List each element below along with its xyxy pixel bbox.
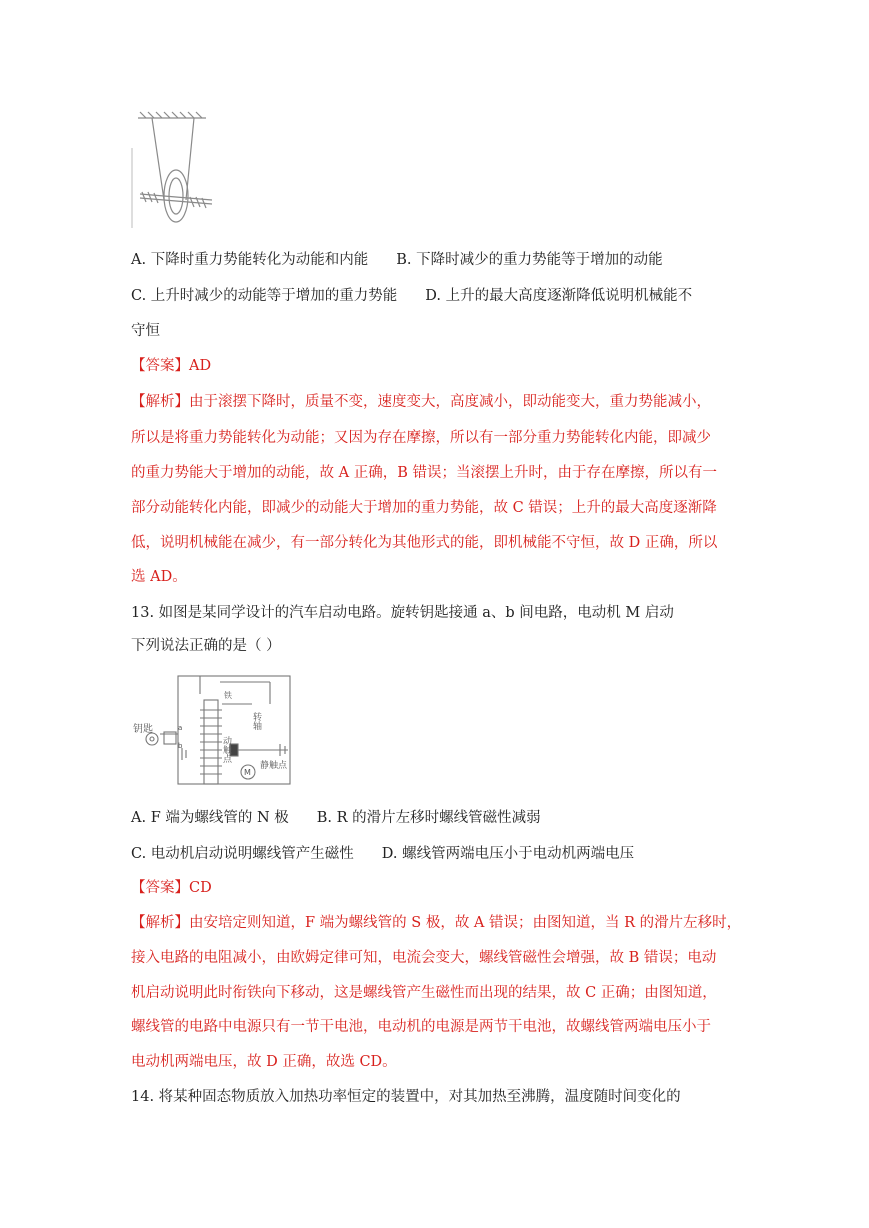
analysis-tag: 【解析】 xyxy=(131,915,189,931)
q12-option-c: C. 上升时减少的动能等于增加的重力势能 xyxy=(131,288,398,304)
q13-analysis-line-2: 接入电路的电阻减小，由欧姆定律可知，电流会变大，螺线管磁性会增强，故 B 错误；电动 xyxy=(131,950,717,966)
q12-analysis-line-4: 部分动能转化内能，即减少的动能大于增加的重力势能，故 C 错误；上升的最大高度逐渐降 xyxy=(131,500,717,516)
pendulum-figure xyxy=(128,108,218,234)
circuit-figure xyxy=(130,664,310,794)
static-contact-label: 静触点 xyxy=(260,761,288,771)
q13-stem-line1: 13. 如图是某同学设计的汽车启动电路。旋转钥匙接通 a、b 间电路，电动机 M 启动 xyxy=(131,605,674,621)
q12-analysis-line-3: 的重力势能大于增加的动能，故 A 正确，B 错误；当滚摆上升时，由于存在摩擦，所以有一 xyxy=(131,465,717,481)
analysis-tag: 【解析】 xyxy=(131,394,189,410)
q12-options-row2 xyxy=(131,286,692,306)
q13-option-c: C. 电动机启动说明螺线管产生磁性 xyxy=(131,846,354,862)
q13-option-d: D. 螺线管两端电压小于电动机两端电压 xyxy=(381,846,635,862)
iron-label: 铁 xyxy=(224,691,232,700)
q13-analysis-line-3: 机启动说明此时衔铁向下移动，这是螺线管产生磁性而出现的结果，故 C 正确；由图知道， xyxy=(131,985,717,1001)
q12-analysis-line-5: 低，说明机械能在减少，有一部分转化为其他形式的能，即机械能不守恒，故 D 正确，所以 xyxy=(131,535,718,551)
q12-option-b: B. 下降时减少的重力势能等于增加的动能 xyxy=(396,252,663,268)
q12-option-a: A. 下降时重力势能转化为动能和内能 xyxy=(131,252,369,268)
q13-answer xyxy=(131,878,212,898)
b-label: b xyxy=(178,742,183,750)
key-label: 钥匙 xyxy=(133,724,153,735)
q12-option-d: D. 上升的最大高度逐渐降低说明机械能不 xyxy=(425,288,693,304)
q14-stem-line1: 14. 将某种固态物质放入加热功率恒定的装置中，对其加热至沸腾，温度随时间变化的 xyxy=(131,1089,681,1105)
q12-analysis-line-1: 【解析】由于滚摆下降时，质量不变，速度变大，高度减小，即动能变大，重力势能减小， xyxy=(131,394,711,410)
q13-analysis-line-4: 螺线管的电路中电源只有一节干电池，电动机的电源是两节干电池，故螺线管两端电压小于 xyxy=(131,1019,711,1035)
moving-contact-label: 动触点 xyxy=(221,736,231,763)
answer-value: AD xyxy=(189,358,212,374)
q12-answer xyxy=(131,356,211,376)
q13-analysis-line-1: 【解析】由安培定则知道，F 端为螺线管的 S 极，故 A 错误；由图知道，当 R 的滑片左移时， xyxy=(131,915,742,931)
q13-option-a: A. F 端为螺线管的 N 极 xyxy=(131,810,289,826)
q13-options-row1 xyxy=(131,808,541,828)
q12-analysis-line-2: 所以是将重力势能转化为动能；又因为存在摩擦，所以有一部分重力势能转化内能，即减少 xyxy=(131,430,711,446)
q12-analysis-line-6: 选 AD。 xyxy=(131,569,187,585)
answer-tag: 【答案】 xyxy=(131,358,189,374)
a-label: a xyxy=(178,724,183,732)
answer-tag: 【答案】 xyxy=(131,880,189,896)
motor-label: M xyxy=(244,768,251,777)
q13-option-b: B. R 的滑片左移时螺线管磁性减弱 xyxy=(316,810,541,826)
answer-value: CD xyxy=(189,880,212,896)
q12-option-d-cont: 守恒 xyxy=(131,323,160,339)
q13-options-row2 xyxy=(131,844,634,864)
pivot-label: 转轴 xyxy=(251,712,261,730)
q12-options-row1 xyxy=(131,250,663,270)
q13-stem-line2: 下列说法正确的是（ ） xyxy=(131,638,281,654)
q13-analysis-line-5: 电动机两端电压，故 D 正确，故选 CD。 xyxy=(131,1054,397,1070)
